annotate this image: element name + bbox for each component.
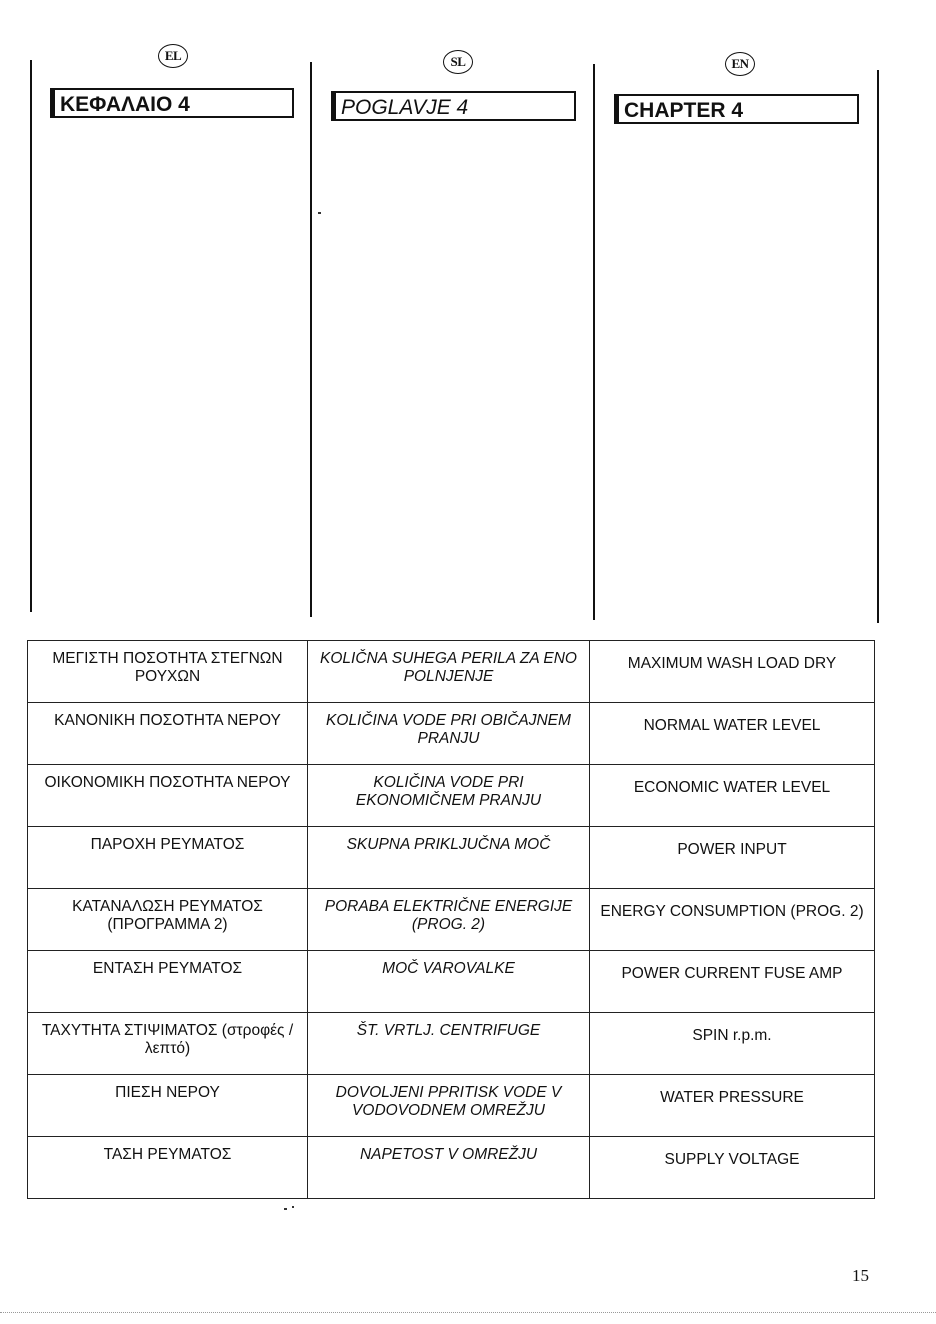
table-row <box>28 951 875 1013</box>
specifications-table <box>27 640 875 1199</box>
spec-label-en: WATER PRESSURE <box>590 1075 875 1137</box>
chapter-title-en: CHAPTER 4 <box>614 94 859 124</box>
spec-label-sl: SKUPNA PRIKLJUČNA MOČ <box>308 827 590 889</box>
table-row <box>28 641 875 703</box>
table-row <box>28 1013 875 1075</box>
table-row <box>28 1075 875 1137</box>
language-badge-el: EL <box>158 44 188 68</box>
spec-label-sl: PORABA ELEKTRIČNE ENERGIJE (PROG. 2) <box>308 889 590 951</box>
scan-speck <box>292 1206 294 1208</box>
chapter-title-sl: POGLAVJE 4 <box>331 91 576 121</box>
spec-label-en: ECONOMIC WATER LEVEL <box>590 765 875 827</box>
spec-label-el: ΚΑΤΑΝΑΛΩΣΗ ΡΕΥΜΑΤΟΣ (ΠΡΟΓΡΑΜΜΑ 2) <box>28 889 308 951</box>
column-divider-middle <box>310 62 312 617</box>
spec-label-el: ΤΑΧΥΤΗΤΑ ΣΤΙΨΙΜΑΤΟΣ (στροφές / λεπτό) <box>28 1013 308 1075</box>
spec-label-el: ΠΑΡΟΧΗ ΡΕΥΜΑΤΟΣ <box>28 827 308 889</box>
language-badge-en: EN <box>725 52 755 76</box>
spec-label-el: ΕΝΤΑΣΗ ΡΕΥΜΑΤΟΣ <box>28 951 308 1013</box>
spec-label-el: ΜΕΓΙΣΤΗ ΠΟΣΟΤΗΤΑ ΣΤΕΓΝΩΝ ΡΟΥΧΩΝ <box>28 641 308 703</box>
spec-label-el: ΚΑΝΟΝΙΚΗ ΠΟΣΟΤΗΤΑ ΝΕΡΟΥ <box>28 703 308 765</box>
spec-label-en: SPIN r.p.m. <box>590 1013 875 1075</box>
column-divider-far-right <box>877 70 879 623</box>
spec-label-en: NORMAL WATER LEVEL <box>590 703 875 765</box>
spec-label-en: SUPPLY VOLTAGE <box>590 1137 875 1199</box>
scan-speck <box>284 1208 287 1210</box>
spec-label-sl: ŠT. VRTLJ. CENTRIFUGE <box>308 1013 590 1075</box>
spec-label-en: MAXIMUM WASH LOAD DRY <box>590 641 875 703</box>
spec-label-en: ENERGY CONSUMPTION (PROG. 2) <box>590 889 875 951</box>
table-row <box>28 703 875 765</box>
page-number: 15 <box>852 1266 869 1285</box>
language-badge-sl: SL <box>443 50 473 74</box>
spec-label-el: ΠΙΕΣΗ ΝΕΡΟΥ <box>28 1075 308 1137</box>
column-divider-left <box>30 60 32 612</box>
table-row <box>28 889 875 951</box>
spec-label-sl: NAPETOST V OMREŽJU <box>308 1137 590 1199</box>
table-row <box>28 1137 875 1199</box>
chapter-title-el: ΚΕΦΑΛΑΙΟ 4 <box>50 88 294 118</box>
spec-label-sl: KOLIČINA VODE PRI EKONOMIČNEM PRANJU <box>308 765 590 827</box>
spec-label-sl: KOLIČINA VODE PRI OBIČAJNEM PRANJU <box>308 703 590 765</box>
bottom-rule <box>0 1312 936 1313</box>
spec-label-sl: MOČ VAROVALKE <box>308 951 590 1013</box>
spec-label-sl: KOLIČNA SUHEGA PERILA ZA ENO POLNJENJE <box>308 641 590 703</box>
table-row <box>28 827 875 889</box>
spec-label-el: ΤΑΣΗ ΡΕΥΜΑΤΟΣ <box>28 1137 308 1199</box>
scan-speck <box>318 212 321 214</box>
spec-label-en: POWER CURRENT FUSE AMP <box>590 951 875 1013</box>
spec-label-sl: DOVOLJENI PPRITISK VODE V VODOVODNEM OMREŽJU <box>308 1075 590 1137</box>
spec-label-en: POWER INPUT <box>590 827 875 889</box>
spec-label-el: ΟΙΚΟΝΟΜΙΚΗ ΠΟΣΟΤΗΤΑ ΝΕΡΟΥ <box>28 765 308 827</box>
column-divider-right <box>593 64 595 620</box>
table-row <box>28 765 875 827</box>
